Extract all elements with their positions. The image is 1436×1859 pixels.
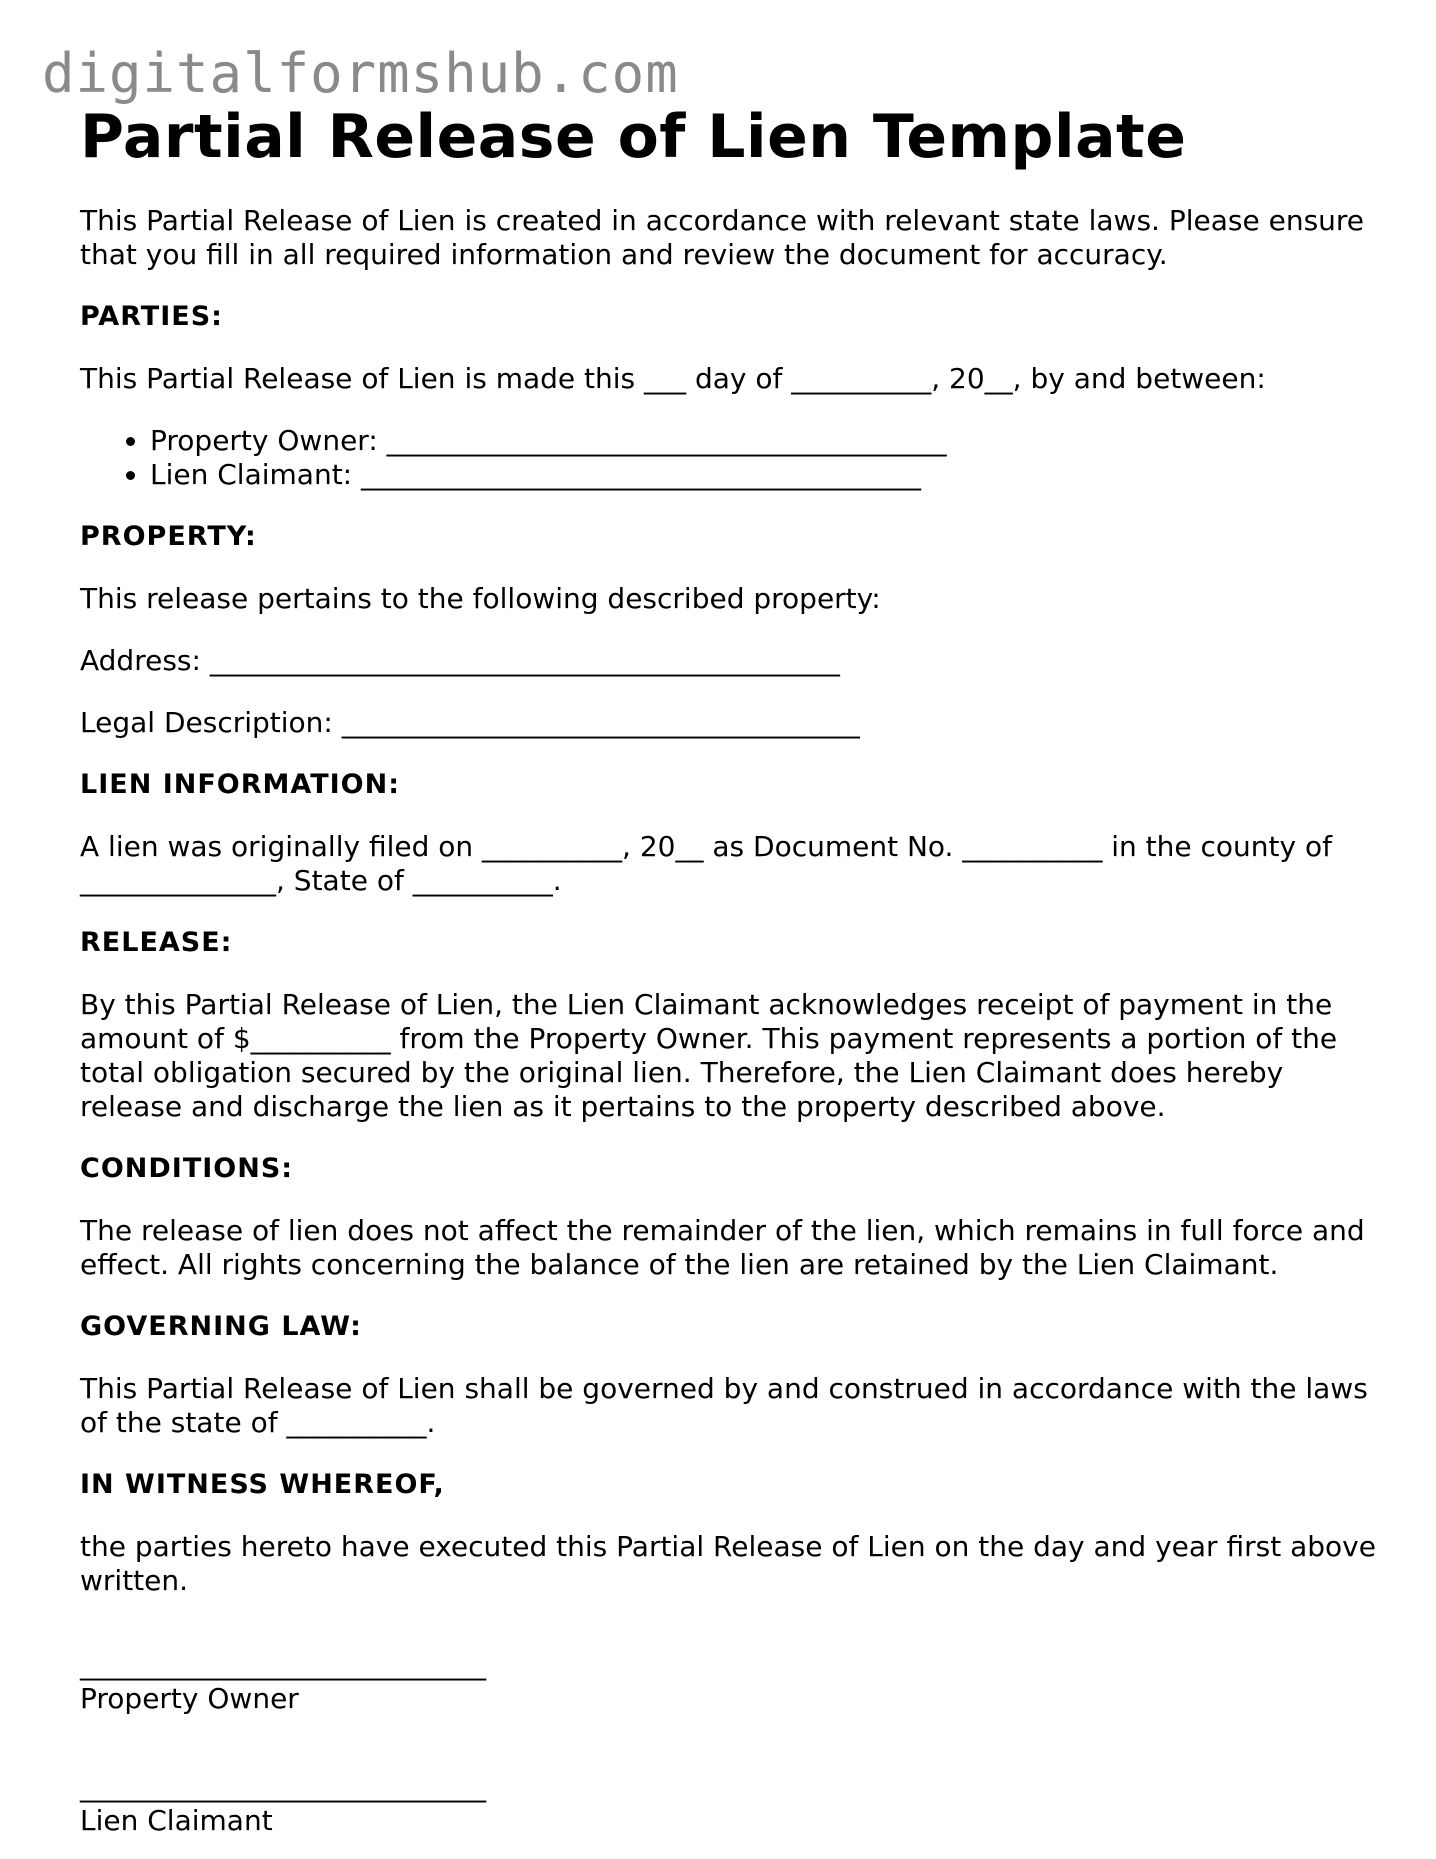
document-page: [80, 100, 1380, 1838]
list-item-lien-claimant: • Lien Claimant: ________________________________________: [150, 458, 1380, 492]
signature-label-lien-claimant: Lien Claimant: [80, 1804, 273, 1837]
address-field: Address: _____________________________________________: [80, 644, 840, 677]
parties-heading: PARTIES:: [80, 301, 223, 332]
intro-paragraph: This Partial Release of Lien is created in accordance with relevant state laws. Please ensure that you fill in all required information and review the document for accuracy.: [80, 204, 1365, 271]
governing-law-text: This Partial Release of Lien shall be governed by and construed in accordance with the laws of the state of __________.: [80, 1372, 1368, 1439]
governing-law-heading: GOVERNING LAW:: [80, 1311, 362, 1342]
parties-text: This Partial Release of Lien is made this ___ day of __________, 20__, by and between:: [80, 362, 1266, 395]
signature-line-property-owner: _____________________________: [80, 1648, 486, 1681]
list-item-property-owner: • Property Owner: ________________________________________: [150, 424, 1380, 458]
release-text: By this Partial Release of Lien, the Lien Claimant acknowledges receipt of payment in the amount of $__________ from the Property Owner. This payment represents a portion of the total obligation secured by the original lien. Therefore, the Lien Claimant does hereby release and discharge the lien as it pertains to the property described above.: [80, 988, 1338, 1123]
conditions-text: The release of lien does not affect the remainder of the lien, which remains in full force and effect. All rights concerning the balance of the lien are retained by the Lien Claimant.: [80, 1214, 1365, 1281]
parties-list: [80, 424, 1380, 492]
witness-heading: IN WITNESS WHEREOF,: [80, 1469, 445, 1500]
lien-information-heading: LIEN INFORMATION:: [80, 769, 400, 800]
witness-text: the parties hereto have executed this Partial Release of Lien on the day and year first above written.: [80, 1530, 1376, 1597]
property-text: This release pertains to the following described property:: [80, 582, 881, 615]
release-heading: RELEASE:: [80, 927, 233, 958]
document-title: Partial Release of Lien Template: [80, 102, 1187, 172]
conditions-heading: CONDITIONS:: [80, 1153, 294, 1184]
legal-description-field: Legal Description: _____________________________________: [80, 706, 860, 739]
property-heading: PROPERTY:: [80, 521, 257, 552]
lien-information-text: A lien was originally filed on __________, 20__ as Document No. __________ in the county of ______________, State of __________.: [80, 830, 1332, 897]
watermark: digitalformshub.com: [42, 42, 679, 105]
signature-label-property-owner: Property Owner: [80, 1682, 299, 1715]
signature-line-lien-claimant: _____________________________: [80, 1770, 486, 1803]
